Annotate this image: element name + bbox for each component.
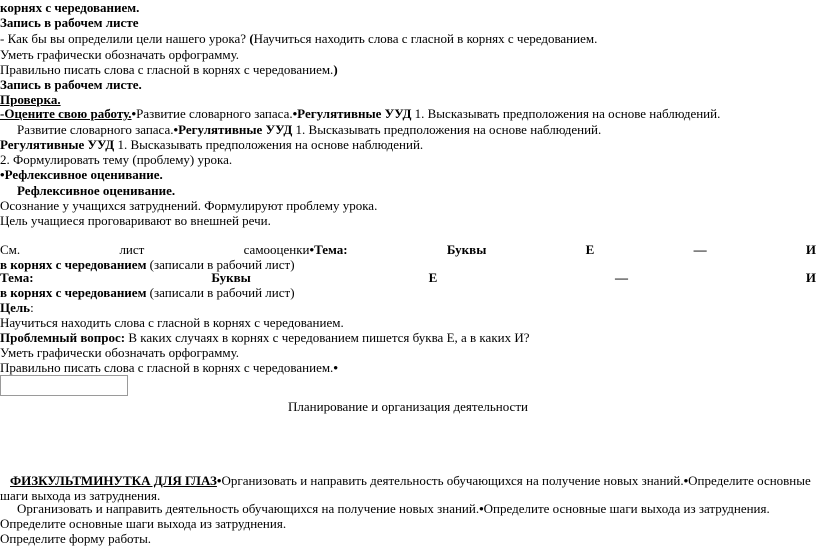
heading-worksheet-note-2: Запись в рабочем листе. <box>0 77 142 92</box>
heading-check: Проверка. <box>0 92 61 107</box>
bullet: • <box>0 167 5 182</box>
goal-line-4: Правильно писать слова с гласной в корнях с чередованием.• <box>0 360 338 375</box>
uud-text: 1. Высказывать предположения на основе наблюдений. <box>411 106 721 121</box>
vocab-text: Развитие словарного запаса. <box>17 122 174 137</box>
bullet: • <box>173 122 179 137</box>
word: — <box>693 242 707 257</box>
paren-open: ( <box>249 31 254 46</box>
question-text: - Как бы вы определили цели нашего урока? <box>0 31 250 46</box>
reflexive-label: Рефлексивное оценивание. <box>4 167 163 182</box>
fizkult-line-5: Определите форму работы. <box>0 531 152 546</box>
goal-line-1: Научиться находить слова с гласной в корнях с чередованием. <box>0 315 344 330</box>
line-8 <box>0 106 720 122</box>
uud-label: Регулятивные УУД <box>297 106 412 121</box>
line-5 <box>0 62 338 78</box>
line-topic-cont-2: в корнях с чередованием (записали в рабочий лист) <box>0 285 295 300</box>
empty-table-cell <box>0 375 128 396</box>
line-10 <box>0 137 423 153</box>
bullet: • <box>292 106 298 121</box>
line-12 <box>0 167 163 183</box>
planning-heading: Планирование и организация деятельности <box>288 399 528 414</box>
uud-label: Регулятивные УУД <box>178 122 293 137</box>
line-14: Осознание у учащихся затруднений. Формулируют проблему урока. <box>0 198 378 213</box>
fizkult-line-3: Организовать и направить деятельность обучающихся на получение новых знаний.•Определите основные шаги выхода из затруднения. <box>17 501 770 516</box>
justified-row-1 <box>0 242 816 258</box>
vocab-text: Развитие словарного запаса. <box>136 106 293 121</box>
word: И <box>805 242 816 257</box>
word: самооценки•Тема: <box>243 242 348 257</box>
heading-worksheet-note: Запись в рабочем листе <box>0 15 139 30</box>
uud-text: 1. Высказывать предположения на основе наблюдений. <box>114 137 424 152</box>
word: Тема: <box>0 270 34 285</box>
word: Е <box>585 242 595 257</box>
word: — <box>615 270 629 285</box>
rate-work: -Оцените свою работу. <box>0 106 132 121</box>
word: лист <box>119 242 145 257</box>
line-topic-cont-1: в корнях с чередованием (записали в рабочий лист) <box>0 257 295 272</box>
word: И <box>805 270 816 285</box>
line-15: Цель учащиеся проговаривают во внешней речи. <box>0 213 271 228</box>
word: Буквы <box>446 242 487 257</box>
word: Буквы <box>211 270 251 285</box>
goal-text-2: Правильно писать слова с гласной в корнях с чередованием. <box>0 62 334 77</box>
uud-text: 1. Высказывать предположения на основе наблюдений. <box>292 122 602 137</box>
line-13: Рефлексивное оценивание. <box>17 183 176 198</box>
uud-label: Регулятивные УУД <box>0 137 115 152</box>
line-3 <box>0 31 597 47</box>
fizkult-line-4: Определите основные шаги выхода из затруднения. <box>0 516 287 531</box>
goal-line-3: Уметь графически обозначать орфограмму. <box>0 345 240 360</box>
fizkult-line-2: шаги выхода из затруднения. <box>0 488 161 503</box>
goal-text: Научиться находить слова с гласной в корнях с чередованием. <box>253 31 598 46</box>
word: Е <box>428 270 438 285</box>
line-11: 2. Формулировать тему (проблему) урока. <box>0 152 233 167</box>
justified-row-2 <box>0 270 816 286</box>
paren-close: ) <box>333 62 338 77</box>
line-4: Уметь графически обозначать орфограмму. <box>0 47 240 62</box>
line-9 <box>0 122 601 138</box>
word: См. <box>0 242 21 257</box>
problem-question: Проблемный вопрос: В каких случаях в корнях с чередованием пишется буква Е, а в каких И? <box>0 330 530 345</box>
line-1: корнях с чередованием. <box>0 0 140 15</box>
goal-label-line: Цель: <box>0 300 34 315</box>
bullet: • <box>131 106 137 121</box>
fizkult-line-1: ФИЗКУЛЬТМИНУТКА ДЛЯ ГЛАЗ•Организовать и направить деятельность обучающихся на получение новых знаний.•Определите основные <box>10 473 811 488</box>
